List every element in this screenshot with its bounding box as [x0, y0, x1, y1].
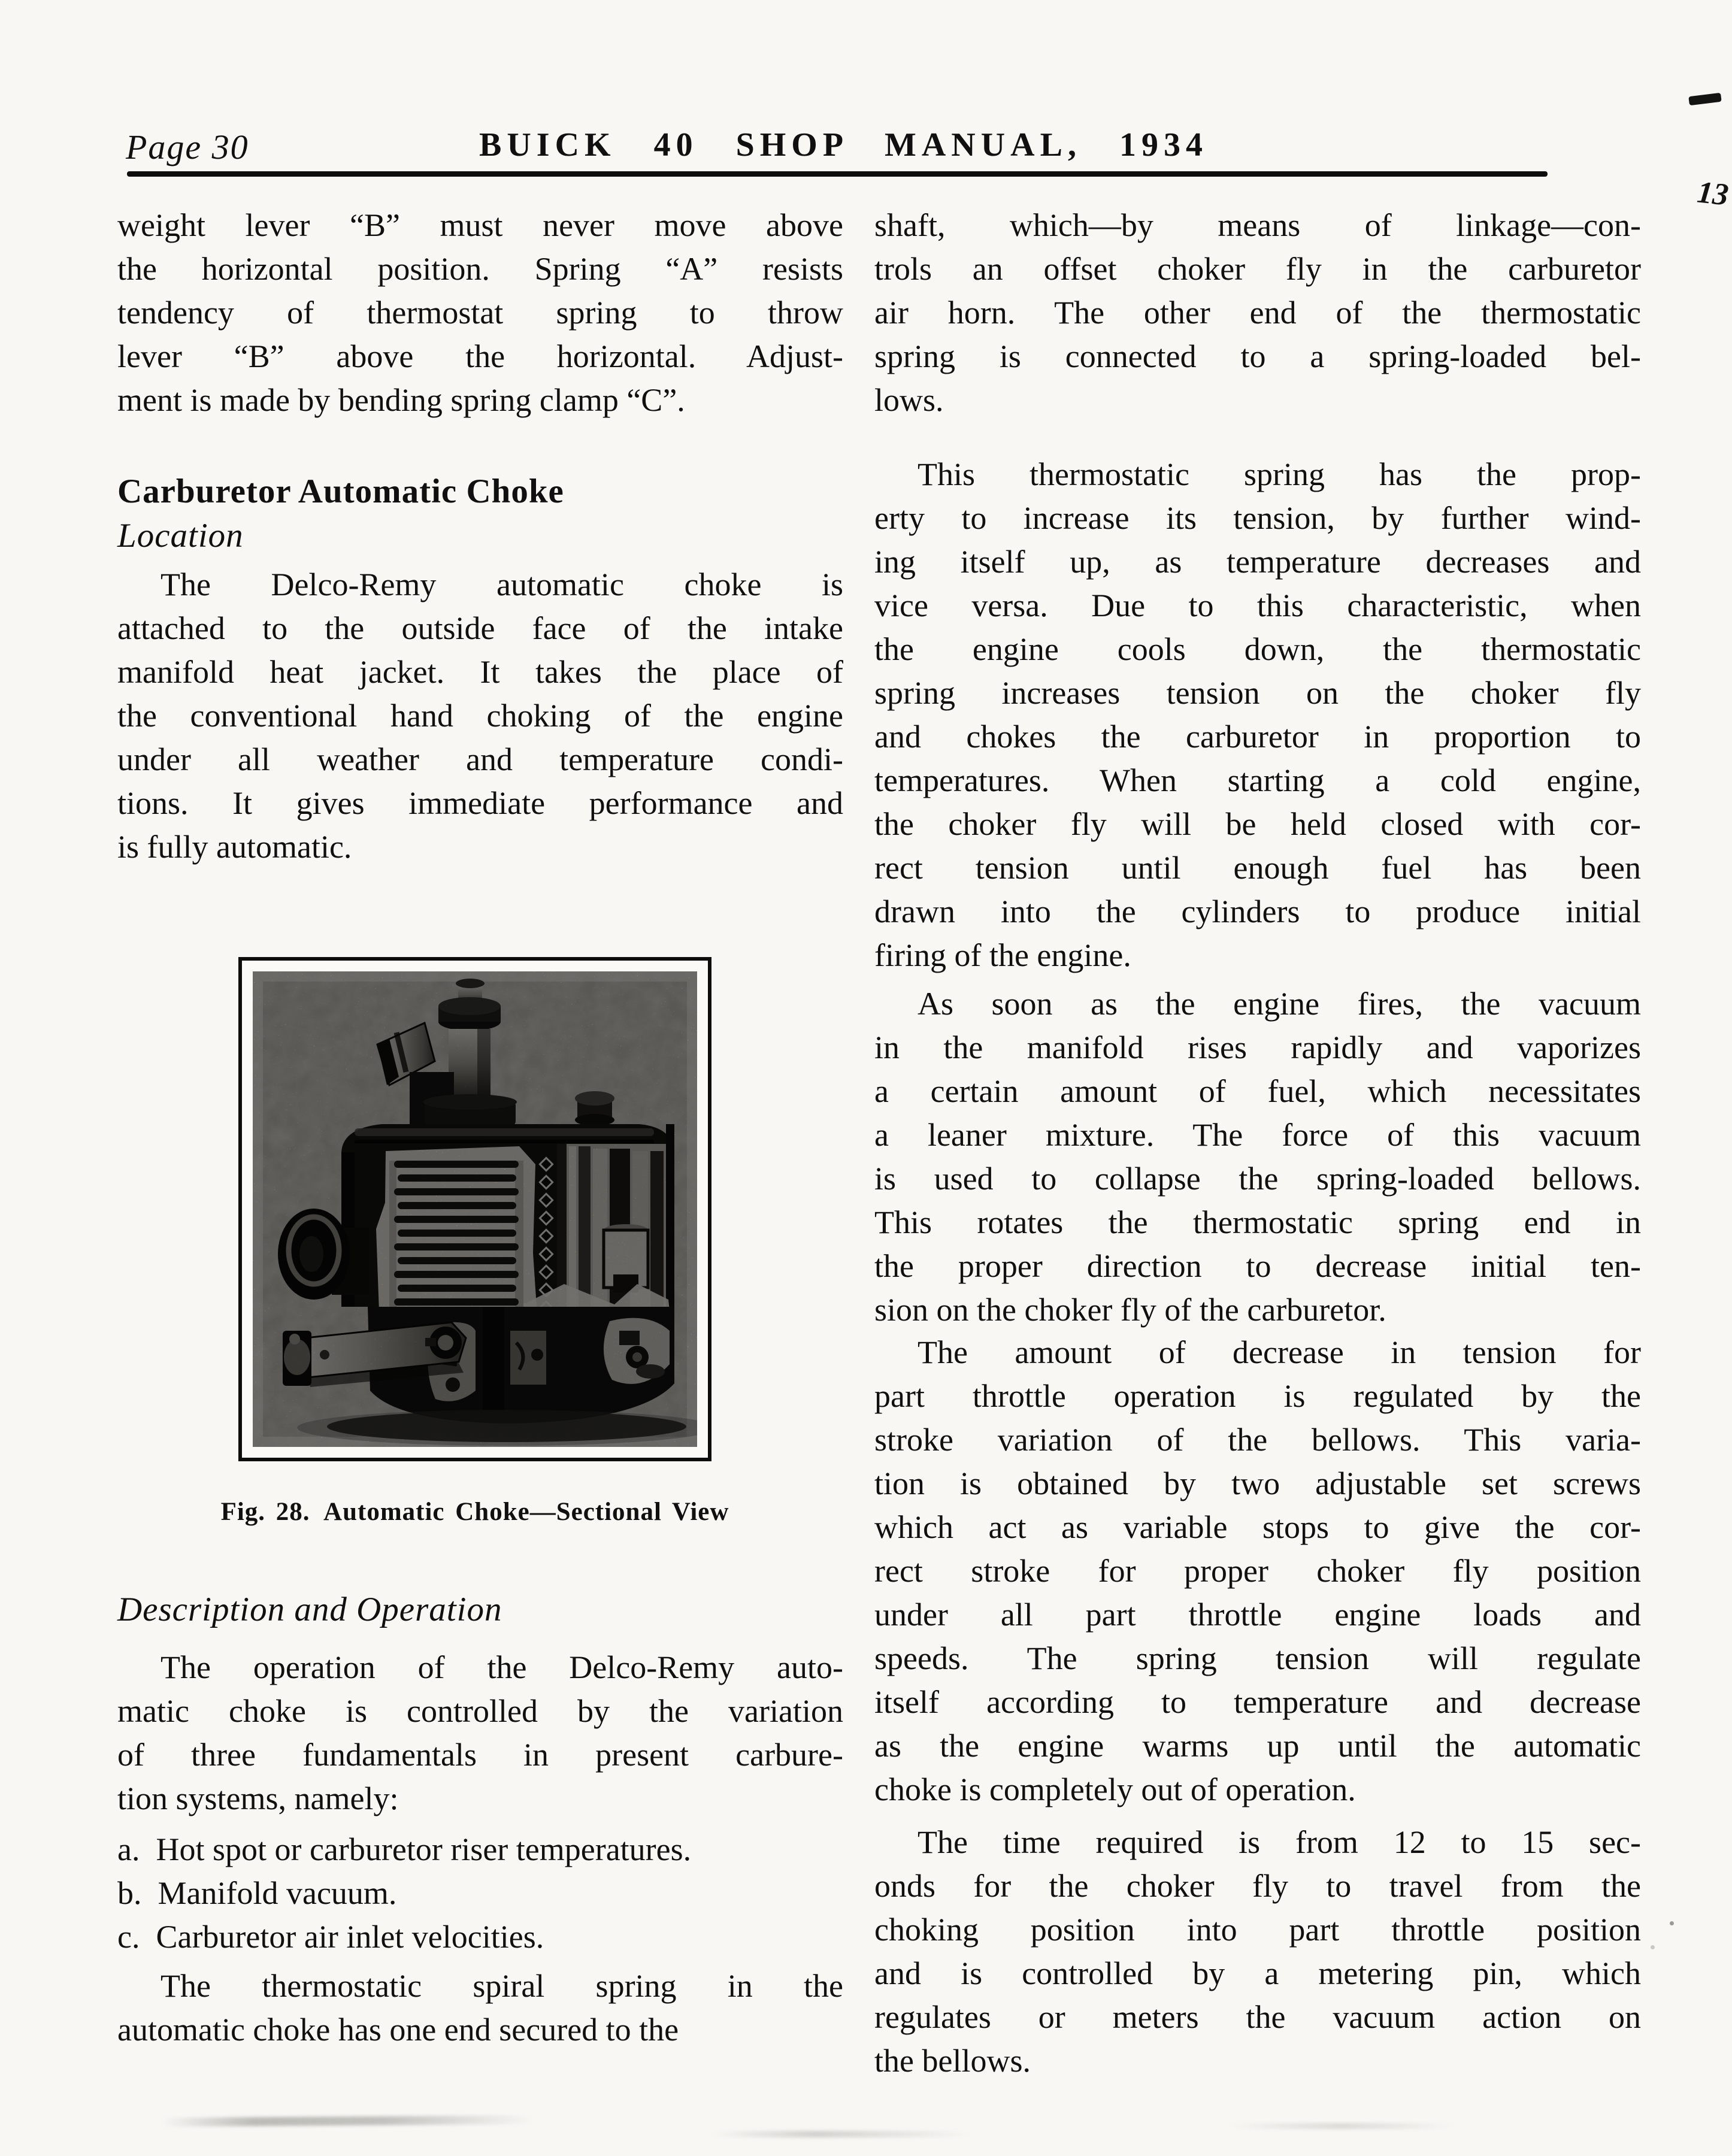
text-line: in the manifold rises rapidly and vaporizes	[874, 1029, 1641, 1065]
page-title: BUICK 40 SHOP MANUAL, 1934	[479, 126, 1208, 163]
paragraph-shaft-linkage	[874, 204, 1641, 422]
bottom-smudge	[162, 2115, 533, 2127]
text-line: tion is obtained by two adjustable set screws	[874, 1465, 1641, 1501]
text-line: as the engine warms up until the automatic	[874, 1728, 1641, 1764]
text-line: automatic choke has one end secured to the	[117, 2012, 679, 2048]
text-line: tendency of thermostat spring to throw	[117, 295, 843, 331]
paragraph-spring-property	[874, 453, 1641, 977]
text-line: As soon as the engine fires, the vacuum	[918, 986, 1641, 1022]
paragraph-engine-fires	[874, 982, 1641, 1332]
text-line: rect stroke for proper choker fly position	[874, 1553, 1641, 1589]
text-line: speeds. The spring tension will regulate	[874, 1640, 1641, 1676]
text-line: the horizontal position. Spring “A” resists	[117, 251, 843, 287]
text-line: tion systems, namely:	[117, 1780, 399, 1816]
paragraph-tension-decrease	[874, 1331, 1641, 1812]
text-line: drawn into the cylinders to produce initial	[874, 894, 1641, 929]
text-line: of three fundamentals in present carbure-	[117, 1737, 843, 1773]
subsection-heading-description-operation: Description and Operation	[117, 1591, 502, 1628]
text-line: is used to collapse the spring-loaded bellows.	[874, 1161, 1641, 1197]
scan-speck	[1651, 1945, 1655, 1949]
text-line: choke is completely out of operation.	[874, 1772, 1356, 1807]
bottom-smudge	[713, 2131, 970, 2137]
text-line: regulates or meters the vacuum action on	[874, 1999, 1641, 2035]
text-line: The time required is from 12 to 15 sec-	[918, 1824, 1641, 1860]
text-line: trols an offset choker fly in the carburetor	[874, 251, 1641, 287]
text-line: tions. It gives immediate performance and	[117, 785, 843, 821]
page-number: Page 30	[126, 128, 249, 166]
text-line: ing itself up, as temperature decreases and	[874, 544, 1641, 580]
text-line: vice versa. Due to this characteristic, when	[874, 588, 1641, 623]
text-line: air horn. The other end of the thermostatic	[874, 295, 1641, 331]
text-line: spring is connected to a spring-loaded bel-	[874, 338, 1641, 374]
bottom-smudge	[1228, 2123, 1455, 2129]
scan-speck	[1670, 1921, 1674, 1925]
text-line: matic choke is controlled by the variation	[117, 1693, 843, 1729]
text-line: and chokes the carburetor in proportion to	[874, 719, 1641, 755]
paragraph-thermostatic-spring	[117, 1964, 843, 2052]
text-line: itself according to temperature and decrease	[874, 1684, 1641, 1720]
text-line: firing of the engine.	[874, 937, 1131, 973]
text-line: is fully automatic.	[117, 829, 352, 865]
text-line: temperatures. When starting a cold engine,	[874, 762, 1641, 798]
header-rule	[127, 171, 1548, 177]
text-line: choking position into part throttle position	[874, 1912, 1641, 1948]
text-line: and is controlled by a metering pin, which	[874, 1955, 1641, 1991]
text-line: which act as variable stops to give the cor-	[874, 1509, 1641, 1545]
text-line: lows.	[874, 382, 944, 418]
paragraph-time-required	[874, 1821, 1641, 2083]
text-line: The Delco-Remy automatic choke is	[161, 567, 843, 602]
text-line: the engine cools down, the thermostatic	[874, 631, 1641, 667]
text-line: shaft, which—by means of linkage—con-	[874, 207, 1641, 243]
text-line: This rotates the thermostatic spring end in	[874, 1204, 1641, 1240]
list-item-a: a. Hot spot or carburetor riser temperatures.	[117, 1831, 692, 1867]
section-heading-carburetor-automatic-choke: Carburetor Automatic Choke	[117, 473, 564, 510]
text-line: lever “B” above the horizontal. Adjust-	[117, 338, 843, 374]
margin-dash-mark	[1688, 93, 1721, 105]
figure-caption: Fig. 28. Automatic Choke—Sectional View	[220, 1498, 729, 1526]
text-line: This thermostatic spring has the prop-	[918, 456, 1641, 492]
text-line: ment is made by bending spring clamp “C”.	[117, 382, 685, 418]
paragraph-weight-lever	[117, 204, 843, 422]
subsection-heading-location: Location	[117, 517, 244, 555]
list-item-c: c. Carburetor air inlet velocities.	[117, 1919, 544, 1955]
figure-28-frame	[238, 957, 711, 1461]
text-line: onds for the choker fly to travel from the	[874, 1868, 1641, 1904]
text-line: under all part throttle engine loads and	[874, 1597, 1641, 1633]
text-line: weight lever “B” must never move above	[117, 207, 843, 243]
text-line: erty to increase its tension, by further wind-	[874, 500, 1641, 536]
paragraph-location	[117, 563, 843, 869]
text-line: the choker fly will be held closed with cor-	[874, 806, 1641, 842]
list-item-b: b. Manifold vacuum.	[117, 1875, 397, 1911]
text-line: the proper direction to decrease initial ten-	[874, 1248, 1641, 1284]
text-line: the bellows.	[874, 2043, 1031, 2079]
text-line: The operation of the Delco-Remy auto-	[161, 1649, 843, 1685]
text-line: sion on the choker fly of the carburetor.	[874, 1292, 1386, 1328]
text-line: the conventional hand choking of the engine	[117, 698, 843, 734]
text-line: rect tension until enough fuel has been	[874, 850, 1641, 886]
text-line: spring increases tension on the choker fly	[874, 675, 1641, 711]
text-line: under all weather and temperature condi-	[117, 741, 843, 777]
text-line: part throttle operation is regulated by the	[874, 1378, 1641, 1414]
text-line: a certain amount of fuel, which necessitates	[874, 1073, 1641, 1109]
text-line: stroke variation of the bellows. This varia-	[874, 1422, 1641, 1458]
automatic-choke-sectional-photo	[253, 971, 697, 1447]
paragraph-operation	[117, 1646, 843, 1821]
text-line: attached to the outside face of the intake	[117, 610, 843, 646]
text-line: a leaner mixture. The force of this vacuum	[874, 1117, 1641, 1153]
text-line: manifold heat jacket. It takes the place of	[117, 654, 843, 690]
text-line: The amount of decrease in tension for	[918, 1334, 1641, 1370]
margin-number-mark: 13	[1695, 175, 1730, 213]
text-line: The thermostatic spiral spring in the	[161, 1968, 843, 2004]
